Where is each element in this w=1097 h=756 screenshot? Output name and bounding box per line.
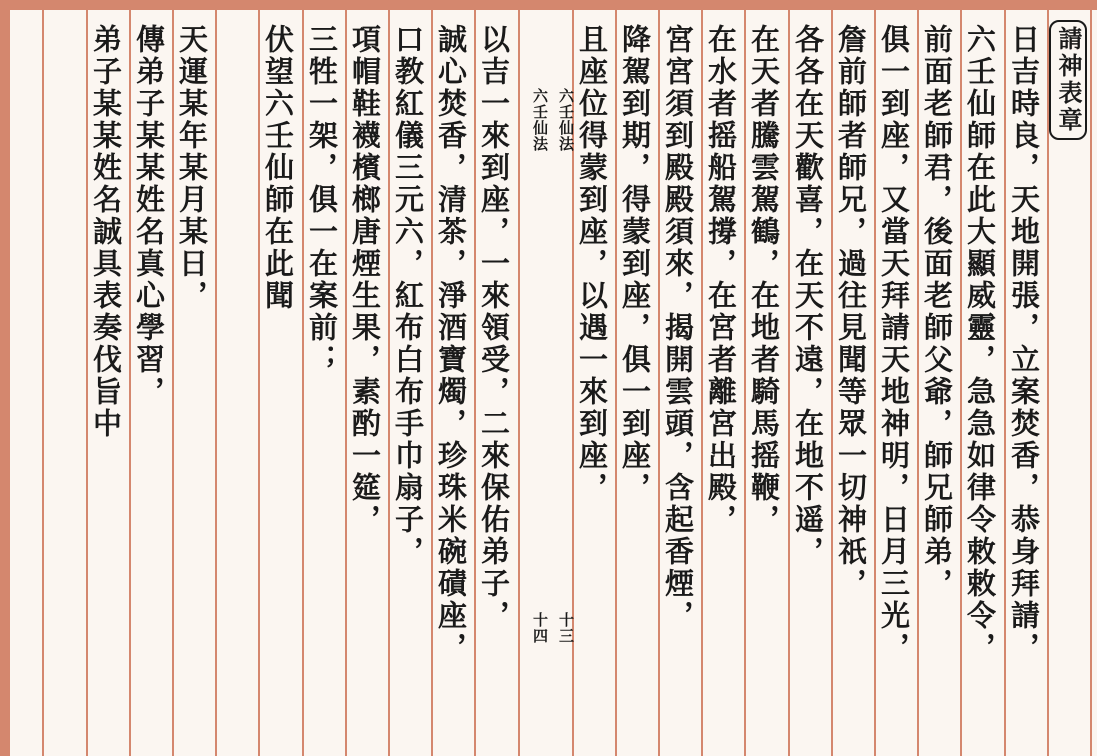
page-number-right: 十三	[557, 612, 575, 644]
column-text: 降駕到期，得蒙到座，俱一到座，	[618, 24, 652, 504]
text-column	[88, 10, 129, 756]
column-text: 在水者摇船駕撐，在宮者離宮出殿，	[704, 24, 738, 536]
text-column	[574, 10, 615, 756]
column-rule	[1090, 10, 1092, 756]
text-column	[790, 10, 831, 756]
column-text: 天運某年某月某日，	[175, 24, 209, 312]
column-text: 誠心焚香，清茶，淨酒寶燭，珍珠米碗磧座，	[434, 24, 468, 664]
column-text: 宮宮須到殿殿須來，揭開雲頭，含起香煙，	[661, 24, 695, 632]
column-text: 弟子某某姓名誠具表奏伐旨中	[89, 24, 123, 440]
column-text: 在天者騰雲駕鶴，在地者騎馬摇鞭，	[747, 24, 781, 536]
text-column	[131, 10, 172, 756]
column-text: 俱一到座，又當天拜請天地神明，日月三光，	[877, 24, 911, 664]
text-column	[660, 10, 701, 756]
column-rule	[518, 10, 520, 756]
column-text: 傳弟子某某姓名真心學習，	[132, 24, 166, 408]
text-column	[217, 10, 258, 756]
text-column	[1006, 10, 1047, 756]
column-text: 各各在天歡喜，在天不遠，在地不遥，	[791, 24, 825, 568]
text-column	[746, 10, 787, 756]
text-column	[347, 10, 388, 756]
column-text: 前面老師君，後面老師父爺，師兄師弟，	[920, 24, 954, 600]
column-text: 項帽鞋襪檳榔唐煙生果，素酌一筵，	[348, 24, 382, 536]
text-column	[919, 10, 960, 756]
left-border	[0, 0, 10, 756]
column-text: 以吉一來到座，一來領受，二來保佑弟子，	[477, 24, 511, 632]
text-column	[174, 10, 215, 756]
document-title: 請神表章	[1049, 20, 1087, 140]
text-column	[617, 10, 658, 756]
top-border	[0, 0, 1097, 10]
column-text: 伏望六壬仙師在此聞	[261, 24, 295, 312]
column-text: 口教紅儀三元六，紅布白布手巾扇子，	[391, 24, 425, 568]
column-text: 詹前師者師兄，過往見聞等眾一切神祇，	[834, 24, 868, 600]
column-text: 且座位得蒙到座，以遇一來到座，	[575, 24, 609, 504]
page-number-left: 十四	[531, 612, 549, 644]
column-text: 日吉時良，天地開張，立案焚香，恭身拜請，	[1007, 24, 1041, 664]
text-column	[304, 10, 345, 756]
gutter-note-right: 六壬仙法	[557, 88, 575, 152]
text-column	[433, 10, 474, 756]
text-column	[876, 10, 917, 756]
gutter-note-left: 六壬仙法	[531, 88, 549, 152]
text-column	[44, 10, 85, 756]
text-column	[703, 10, 744, 756]
text-column	[260, 10, 301, 756]
title-column	[1049, 10, 1090, 756]
text-column	[476, 10, 517, 756]
text-column	[390, 10, 431, 756]
column-text: 六壬仙師在此大顯威靈，急急如律令敕敕令，	[963, 24, 997, 664]
column-text: 三牲一架，俱一在案前；	[305, 24, 339, 376]
text-column	[833, 10, 874, 756]
text-column	[962, 10, 1003, 756]
